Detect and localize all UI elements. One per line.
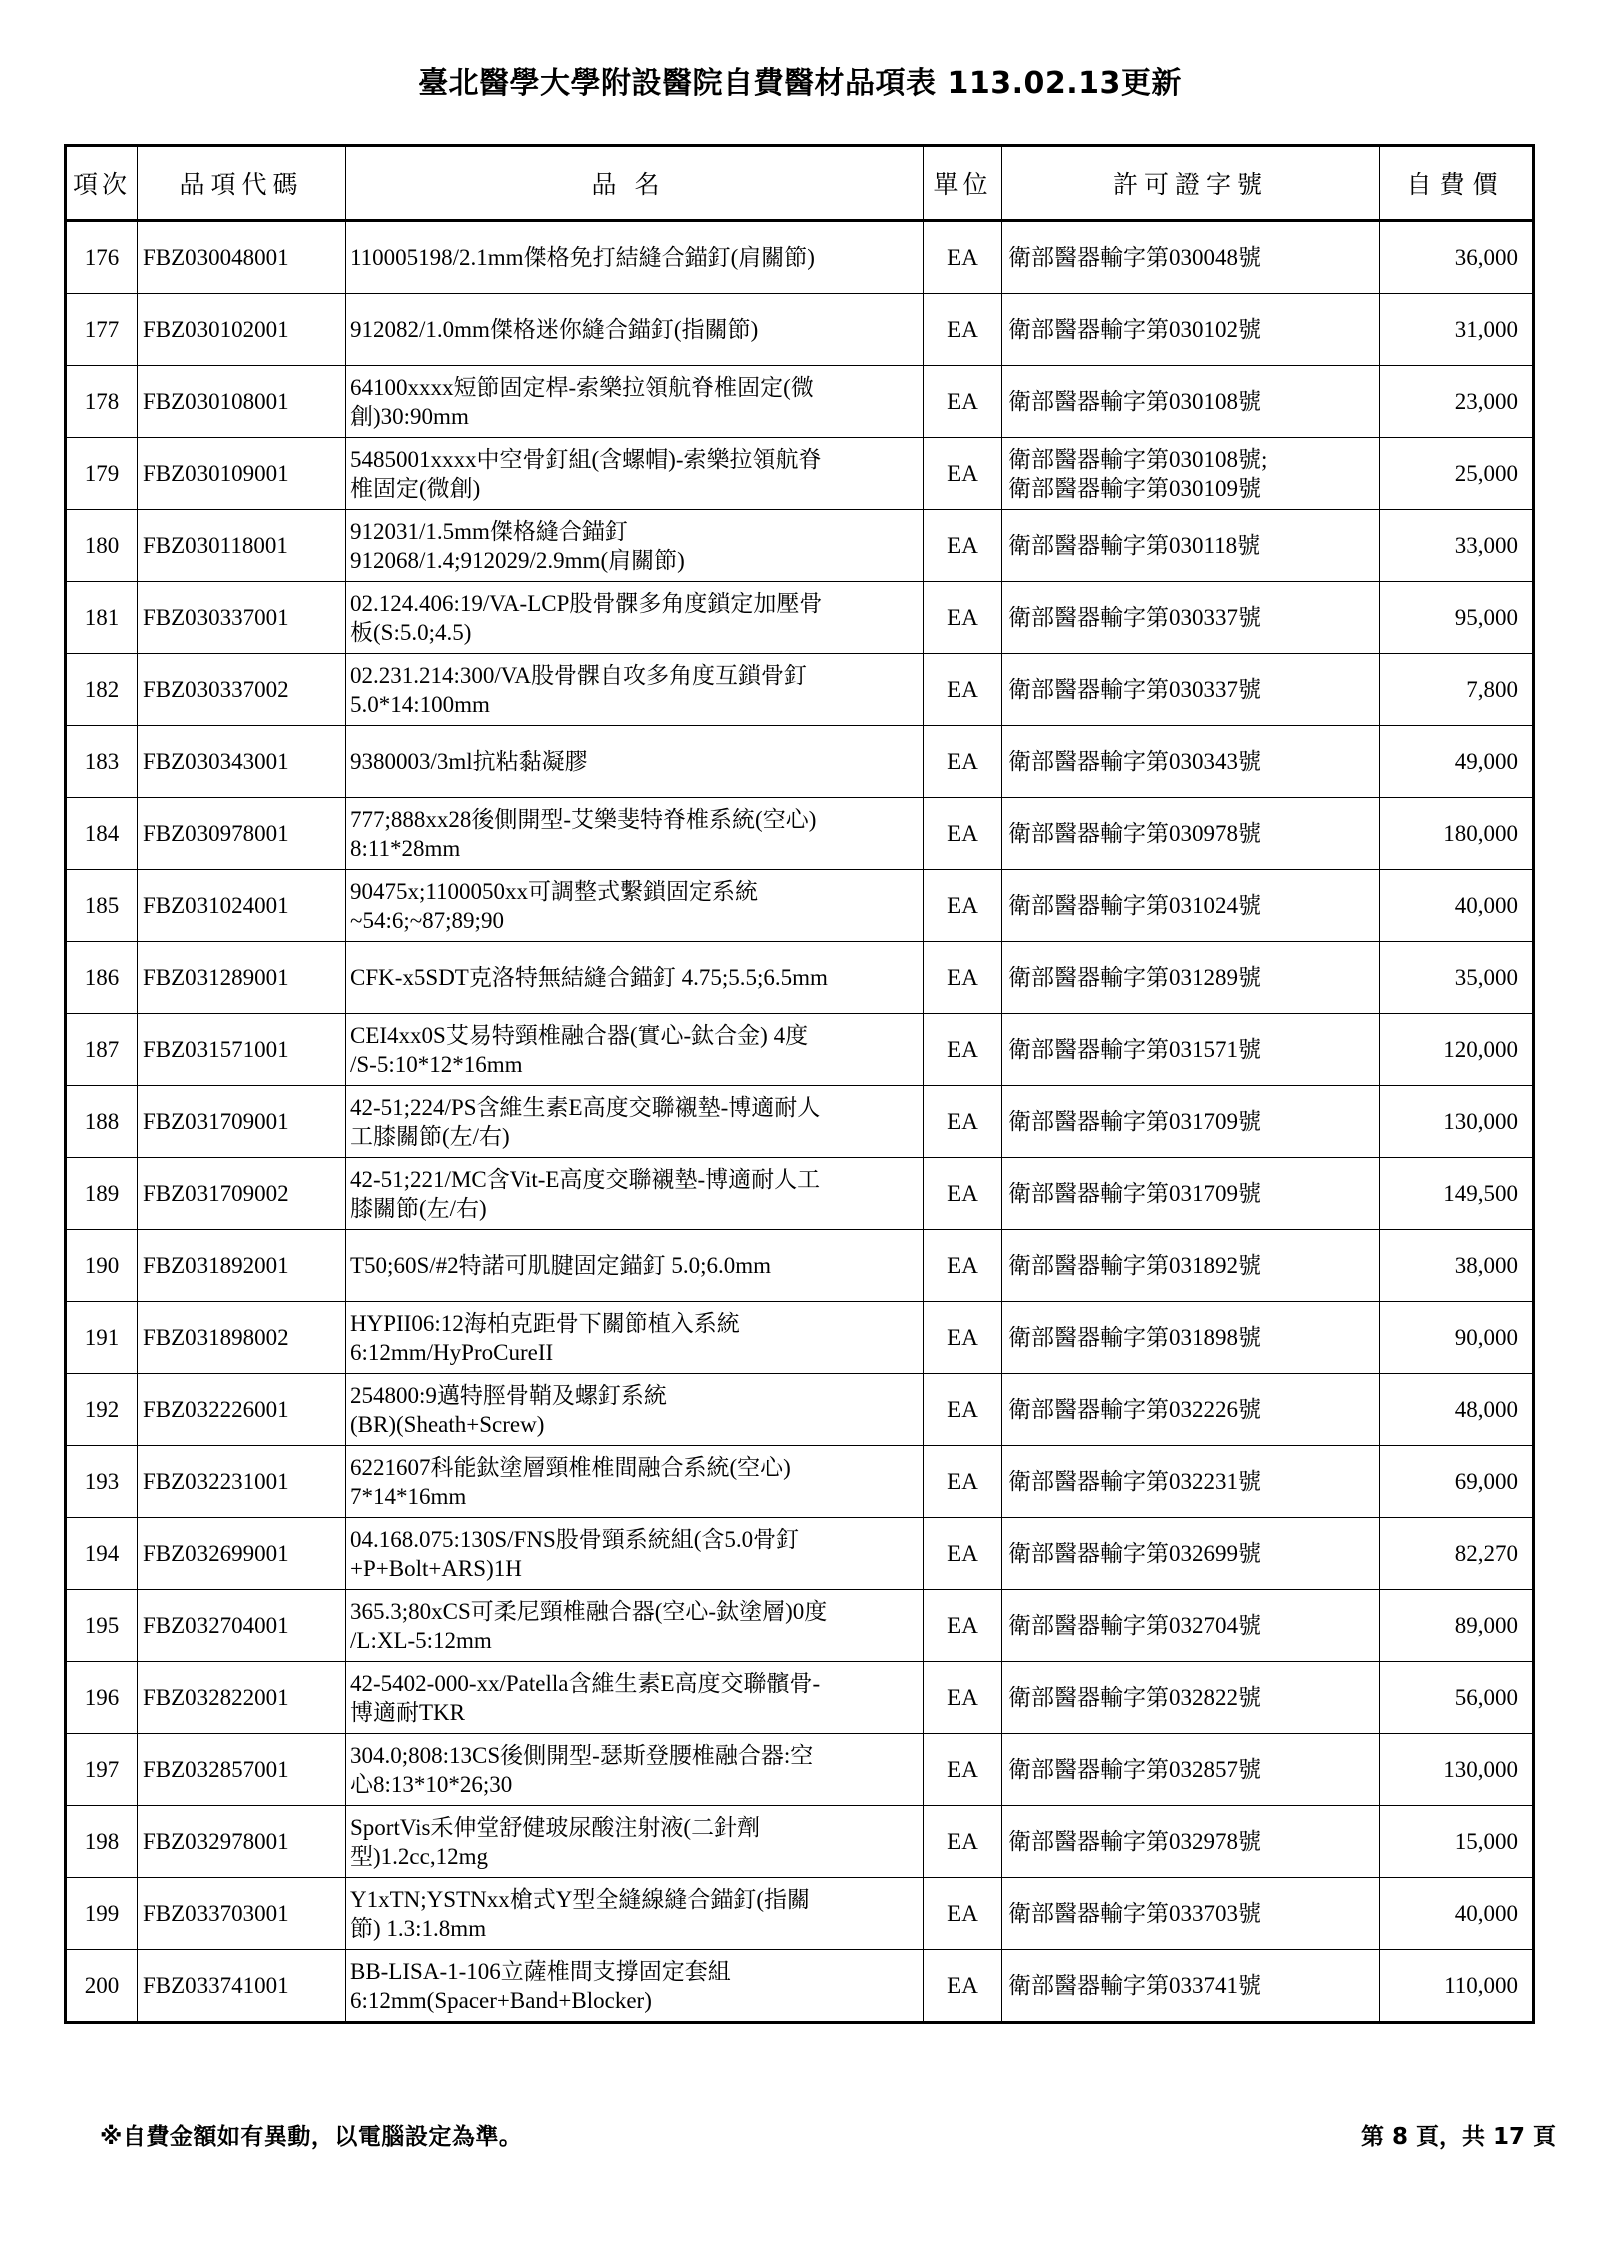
item-name-cell-line: 912031/1.5mm傑格縫合錨釘	[350, 518, 628, 544]
item-name-cell-line: 42-5402-000-xx/Patella含維生素E高度交聯髕骨-	[350, 1670, 821, 1696]
item-name-cell	[346, 1158, 924, 1230]
unit-cell: EA	[924, 1158, 1002, 1230]
page-title: 臺北醫學大學附設醫院自費醫材品項表 113.02.13更新	[418, 66, 1182, 101]
price-cell: 38,000	[1380, 1230, 1534, 1302]
unit-cell: EA	[924, 438, 1002, 510]
table-row	[66, 1446, 1534, 1518]
footer-note: ※自費金額如有異動，以電腦設定為準。	[100, 2124, 523, 2150]
header-item-name: 品名	[346, 146, 924, 221]
item-name-cell	[346, 1086, 924, 1158]
license-number-cell-line: 衛部醫器輸字第031289號	[1008, 965, 1261, 990]
license-number-cell-line: 衛部醫器輸字第030343號	[1008, 749, 1261, 774]
item-number-cell: 196	[66, 1662, 138, 1734]
item-code-cell: FBZ032978001	[138, 1806, 346, 1878]
unit-cell: EA	[924, 1374, 1002, 1446]
unit-cell: EA	[924, 582, 1002, 654]
unit-cell: EA	[924, 1806, 1002, 1878]
item-name-cell-line: /S-5:10*12*16mm	[350, 1051, 523, 1077]
item-name-cell-line: 02.124.406:19/VA-LCP股骨髁多角度鎖定加壓骨	[350, 590, 823, 616]
item-name-cell-line: 6:12mm(Spacer+Band+Blocker)	[350, 1987, 652, 2013]
license-number-cell	[1002, 510, 1380, 582]
item-number-cell: 189	[66, 1158, 138, 1230]
item-code-cell: FBZ030102001	[138, 294, 346, 366]
item-name-cell-line: T50;60S/#2特諾可肌腱固定錨釘 5.0;6.0mm	[350, 1253, 772, 1278]
unit-cell: EA	[924, 798, 1002, 870]
item-code-cell: FBZ032226001	[138, 1374, 346, 1446]
table-row	[66, 870, 1534, 942]
item-name-cell	[346, 1950, 924, 2023]
item-code-cell: FBZ031709001	[138, 1086, 346, 1158]
price-cell: 25,000	[1380, 438, 1534, 510]
item-number-cell: 182	[66, 654, 138, 726]
table-row	[66, 1518, 1534, 1590]
price-cell: 95,000	[1380, 582, 1534, 654]
item-code-cell: FBZ030337002	[138, 654, 346, 726]
unit-cell: EA	[924, 366, 1002, 438]
license-number-cell	[1002, 366, 1380, 438]
price-cell: 33,000	[1380, 510, 1534, 582]
table-row	[66, 1734, 1534, 1806]
item-code-cell: FBZ030343001	[138, 726, 346, 798]
license-number-cell-line: 衛部醫器輸字第032857號	[1008, 1757, 1261, 1782]
header-item-number: 項次	[66, 146, 138, 221]
unit-cell: EA	[924, 1590, 1002, 1662]
item-name-cell	[346, 726, 924, 798]
item-name-cell-line: 42-51;224/PS含維生素E高度交聯襯墊-博適耐人	[350, 1094, 821, 1120]
table-row	[66, 942, 1534, 1014]
license-number-cell	[1002, 1878, 1380, 1950]
price-cell: 56,000	[1380, 1662, 1534, 1734]
item-name-cell-line: BB-LISA-1-106立薩椎間支撐固定套組	[350, 1958, 731, 1984]
license-number-cell-line: 衛部醫器輸字第030337號	[1008, 677, 1261, 702]
item-name-cell-line: 膝關節(左/右)	[350, 1195, 487, 1221]
item-name-cell	[346, 654, 924, 726]
item-name-cell-line: 7*14*16mm	[350, 1483, 467, 1509]
license-number-cell-line: 衛部醫器輸字第032226號	[1008, 1397, 1261, 1422]
item-code-cell: FBZ032704001	[138, 1590, 346, 1662]
table-row	[66, 1230, 1534, 1302]
item-name-cell	[346, 1878, 924, 1950]
item-name-cell	[346, 221, 924, 294]
unit-cell: EA	[924, 1662, 1002, 1734]
item-code-cell: FBZ031898002	[138, 1302, 346, 1374]
item-code-cell: FBZ030108001	[138, 366, 346, 438]
table-row	[66, 1086, 1534, 1158]
table-row	[66, 1014, 1534, 1086]
price-cell: 15,000	[1380, 1806, 1534, 1878]
item-number-cell: 191	[66, 1302, 138, 1374]
price-cell: 23,000	[1380, 366, 1534, 438]
price-cell: 36,000	[1380, 221, 1534, 294]
price-cell: 130,000	[1380, 1734, 1534, 1806]
table-row	[66, 1590, 1534, 1662]
license-number-cell-line: 衛部醫器輸字第031709號	[1008, 1109, 1261, 1134]
price-cell: 48,000	[1380, 1374, 1534, 1446]
unit-cell: EA	[924, 726, 1002, 798]
license-number-cell-line: 衛部醫器輸字第031571號	[1008, 1037, 1261, 1062]
item-name-cell-line: 365.3;80xCS可柔尼頸椎融合器(空心-鈦塗層)0度	[350, 1598, 828, 1624]
price-cell: 40,000	[1380, 870, 1534, 942]
table-row	[66, 1806, 1534, 1878]
item-number-cell: 176	[66, 221, 138, 294]
item-name-cell	[346, 294, 924, 366]
item-number-cell: 188	[66, 1086, 138, 1158]
price-cell: 120,000	[1380, 1014, 1534, 1086]
item-number-cell: 185	[66, 870, 138, 942]
item-name-cell-line: 博適耐TKR	[350, 1699, 465, 1725]
item-name-cell	[346, 1446, 924, 1518]
item-code-cell: FBZ031571001	[138, 1014, 346, 1086]
item-name-cell	[346, 1734, 924, 1806]
item-code-cell: FBZ031892001	[138, 1230, 346, 1302]
unit-cell: EA	[924, 1950, 1002, 2023]
item-code-cell: FBZ032822001	[138, 1662, 346, 1734]
table-row	[66, 1878, 1534, 1950]
item-name-cell-line: 5485001xxxx中空骨釘組(含螺帽)-索樂拉領航脊	[350, 446, 822, 472]
header-item-code: 品項代碼	[138, 146, 346, 221]
item-number-cell: 197	[66, 1734, 138, 1806]
item-code-cell: FBZ030978001	[138, 798, 346, 870]
license-number-cell	[1002, 798, 1380, 870]
license-number-cell-line: 衛部醫器輸字第032822號	[1008, 1685, 1261, 1710]
license-number-cell	[1002, 1590, 1380, 1662]
item-name-cell-line: 8:11*28mm	[350, 835, 461, 861]
item-code-cell: FBZ033741001	[138, 1950, 346, 2023]
license-number-cell	[1002, 654, 1380, 726]
item-name-cell-line: 254800:9邁特脛骨鞘及螺釘系統	[350, 1382, 667, 1408]
item-number-cell: 183	[66, 726, 138, 798]
license-number-cell	[1002, 1230, 1380, 1302]
license-number-cell-line: 衛部醫器輸字第031024號	[1008, 893, 1261, 918]
item-name-cell-line: 02.231.214:300/VA股骨髁自攻多角度互鎖骨釘	[350, 662, 808, 688]
item-name-cell-line: 912068/1.4;912029/2.9mm(肩關節)	[350, 547, 685, 573]
item-name-cell-line: (BR)(Sheath+Screw)	[350, 1411, 545, 1437]
license-number-cell-line: 衛部醫器輸字第031709號	[1008, 1181, 1261, 1206]
item-code-cell: FBZ031709002	[138, 1158, 346, 1230]
price-cell: 31,000	[1380, 294, 1534, 366]
unit-cell: EA	[924, 510, 1002, 582]
item-name-cell-line: 椎固定(微創)	[350, 475, 481, 501]
license-number-cell	[1002, 942, 1380, 1014]
license-number-cell	[1002, 294, 1380, 366]
item-name-cell	[346, 798, 924, 870]
table-row	[66, 438, 1534, 510]
price-cell: 90,000	[1380, 1302, 1534, 1374]
item-number-cell: 177	[66, 294, 138, 366]
item-name-cell-line: 型)1.2cc,12mg	[350, 1843, 488, 1869]
table-row	[66, 1374, 1534, 1446]
item-name-cell	[346, 1374, 924, 1446]
license-number-cell	[1002, 221, 1380, 294]
item-name-cell-line: 6:12mm/HyProCureII	[350, 1339, 554, 1365]
item-name-cell-line: 心8:13*10*26;30	[350, 1771, 513, 1797]
license-number-cell-line: 衛部醫器輸字第030978號	[1008, 821, 1261, 846]
license-number-cell-line: 衛部醫器輸字第032231號	[1008, 1469, 1261, 1494]
item-name-cell-line: 110005198/2.1mm傑格免打結縫合錨釘(肩關節)	[350, 245, 815, 270]
price-cell: 49,000	[1380, 726, 1534, 798]
license-number-cell	[1002, 438, 1380, 510]
license-number-cell-line: 衛部醫器輸字第032704號	[1008, 1613, 1261, 1638]
item-code-cell: FBZ030337001	[138, 582, 346, 654]
item-name-cell-line: SportVis禾伸堂舒健玻尿酸注射液(二針劑	[350, 1814, 761, 1840]
license-number-cell	[1002, 870, 1380, 942]
item-name-cell-line: HYPII06:12海柏克距骨下關節植入系統	[350, 1310, 740, 1336]
item-name-cell-line: 64100xxxx短節固定桿-索樂拉領航脊椎固定(微	[350, 374, 814, 400]
item-number-cell: 178	[66, 366, 138, 438]
item-name-cell-line: 777;888xx28後側開型-艾樂斐特脊椎系統(空心)	[350, 806, 817, 832]
unit-cell: EA	[924, 1086, 1002, 1158]
item-number-cell: 192	[66, 1374, 138, 1446]
item-code-cell: FBZ030109001	[138, 438, 346, 510]
item-number-cell: 193	[66, 1446, 138, 1518]
unit-cell: EA	[924, 870, 1002, 942]
table-row	[66, 510, 1534, 582]
unit-cell: EA	[924, 221, 1002, 294]
item-code-cell: FBZ032231001	[138, 1446, 346, 1518]
item-name-cell	[346, 942, 924, 1014]
license-number-cell	[1002, 1158, 1380, 1230]
item-name-cell	[346, 366, 924, 438]
item-name-cell-line: 工膝關節(左/右)	[350, 1123, 510, 1149]
table-row	[66, 221, 1534, 294]
item-name-cell	[346, 1014, 924, 1086]
license-number-cell-line: 衛部醫器輸字第030048號	[1008, 245, 1261, 270]
item-name-cell	[346, 870, 924, 942]
item-name-cell-line: 6221607科能鈦塗層頸椎椎間融合系統(空心)	[350, 1454, 791, 1480]
license-number-cell	[1002, 1014, 1380, 1086]
license-number-cell	[1002, 1806, 1380, 1878]
item-name-cell-line: 板(S:5.0;4.5)	[350, 619, 472, 645]
item-name-cell-line: 9380003/3ml抗粘黏凝膠	[350, 749, 588, 774]
item-number-cell: 190	[66, 1230, 138, 1302]
license-number-cell	[1002, 1518, 1380, 1590]
license-number-cell	[1002, 1446, 1380, 1518]
table-row	[66, 798, 1534, 870]
unit-cell: EA	[924, 1014, 1002, 1086]
item-name-cell-line: ~54:6;~87;89;90	[350, 907, 504, 933]
license-number-cell	[1002, 1086, 1380, 1158]
item-name-cell-line: /L:XL-5:12mm	[350, 1627, 492, 1653]
unit-cell: EA	[924, 1446, 1002, 1518]
item-name-cell-line: CFK-x5SDT克洛特無結縫合錨釘 4.75;5.5;6.5mm	[350, 965, 828, 990]
item-name-cell	[346, 1230, 924, 1302]
table-row	[66, 654, 1534, 726]
item-number-cell: 200	[66, 1950, 138, 2023]
item-number-cell: 186	[66, 942, 138, 1014]
license-number-cell	[1002, 1950, 1380, 2023]
table-row	[66, 294, 1534, 366]
item-name-cell-line: Y1xTN;YSTNxx槍式Y型全縫線縫合錨釘(指關	[350, 1886, 810, 1912]
item-code-cell: FBZ032857001	[138, 1734, 346, 1806]
unit-cell: EA	[924, 1878, 1002, 1950]
table-row	[66, 1302, 1534, 1374]
price-cell: 130,000	[1380, 1086, 1534, 1158]
header-self-pay-price: 自費價	[1380, 146, 1534, 221]
license-number-cell-line: 衛部醫器輸字第033703號	[1008, 1901, 1261, 1926]
item-name-cell	[346, 1302, 924, 1374]
item-name-cell	[346, 1518, 924, 1590]
price-cell: 89,000	[1380, 1590, 1534, 1662]
price-cell: 82,270	[1380, 1518, 1534, 1590]
item-number-cell: 181	[66, 582, 138, 654]
item-code-cell: FBZ033703001	[138, 1878, 346, 1950]
license-number-cell-line: 衛部醫器輸字第032699號	[1008, 1541, 1261, 1566]
item-code-cell: FBZ030048001	[138, 221, 346, 294]
item-code-cell: FBZ031289001	[138, 942, 346, 1014]
table-row	[66, 366, 1534, 438]
item-name-cell	[346, 582, 924, 654]
table-row	[66, 726, 1534, 798]
price-cell: 180,000	[1380, 798, 1534, 870]
license-number-cell-line: 衛部醫器輸字第030118號	[1008, 533, 1261, 558]
license-number-cell	[1002, 1374, 1380, 1446]
unit-cell: EA	[924, 294, 1002, 366]
license-number-cell	[1002, 1302, 1380, 1374]
item-name-cell-line: 創)30:90mm	[350, 403, 469, 429]
unit-cell: EA	[924, 1302, 1002, 1374]
item-number-cell: 195	[66, 1590, 138, 1662]
item-name-cell-line: 42-51;221/MC含Vit-E高度交聯襯墊-博適耐人工	[350, 1166, 821, 1192]
item-number-cell: 198	[66, 1806, 138, 1878]
price-cell: 7,800	[1380, 654, 1534, 726]
price-cell: 69,000	[1380, 1446, 1534, 1518]
item-code-cell: FBZ031024001	[138, 870, 346, 942]
item-name-cell-line: CEI4xx0S艾易特頸椎融合器(實心-鈦合金) 4度	[350, 1022, 809, 1048]
header-unit: 單位	[924, 146, 1002, 221]
price-cell: 35,000	[1380, 942, 1534, 1014]
license-number-cell-line: 衛部醫器輸字第032978號	[1008, 1829, 1261, 1854]
price-table	[64, 144, 1535, 2024]
license-number-cell-line: 衛部醫器輸字第033741號	[1008, 1973, 1261, 1998]
price-cell: 149,500	[1380, 1158, 1534, 1230]
item-code-cell: FBZ030118001	[138, 510, 346, 582]
item-number-cell: 179	[66, 438, 138, 510]
price-cell: 40,000	[1380, 1878, 1534, 1950]
item-name-cell	[346, 1806, 924, 1878]
unit-cell: EA	[924, 654, 1002, 726]
license-number-cell-line: 衛部醫器輸字第030337號	[1008, 605, 1261, 630]
table-row	[66, 1662, 1534, 1734]
unit-cell: EA	[924, 1230, 1002, 1302]
item-code-cell: FBZ032699001	[138, 1518, 346, 1590]
item-number-cell: 184	[66, 798, 138, 870]
price-cell: 110,000	[1380, 1950, 1534, 2023]
table-row	[66, 1158, 1534, 1230]
license-number-cell	[1002, 726, 1380, 798]
license-number-cell-line: 衛部醫器輸字第030102號	[1008, 317, 1261, 342]
item-name-cell-line: 5.0*14:100mm	[350, 691, 490, 717]
item-name-cell-line: 90475x;1100050xx可調整式繫鎖固定系統	[350, 878, 759, 904]
item-name-cell	[346, 510, 924, 582]
item-number-cell: 187	[66, 1014, 138, 1086]
unit-cell: EA	[924, 1734, 1002, 1806]
unit-cell: EA	[924, 1518, 1002, 1590]
license-number-cell-line: 衛部醫器輸字第030109號	[1008, 475, 1261, 501]
license-number-cell-line: 衛部醫器輸字第030108號	[1008, 389, 1261, 414]
license-number-cell	[1002, 582, 1380, 654]
license-number-cell-line: 衛部醫器輸字第031892號	[1008, 1253, 1261, 1278]
item-name-cell-line: 304.0;808:13CS後側開型-瑟斯登腰椎融合器:空	[350, 1742, 814, 1768]
page-number: 第 8 頁，共 17 頁	[1360, 2124, 1556, 2150]
license-number-cell-line: 衛部醫器輸字第031898號	[1008, 1325, 1261, 1350]
table-row	[66, 582, 1534, 654]
item-name-cell-line: 節) 1.3:1.8mm	[350, 1915, 487, 1941]
item-name-cell-line: +P+Bolt+ARS)1H	[350, 1555, 522, 1581]
item-name-cell	[346, 438, 924, 510]
license-number-cell	[1002, 1662, 1380, 1734]
item-name-cell-line: 912082/1.0mm傑格迷你縫合錨釘(指關節)	[350, 317, 759, 342]
item-number-cell: 199	[66, 1878, 138, 1950]
license-number-cell-line: 衛部醫器輸字第030108號;	[1008, 446, 1268, 472]
item-number-cell: 194	[66, 1518, 138, 1590]
header-license-number: 許可證字號	[1002, 146, 1380, 221]
unit-cell: EA	[924, 942, 1002, 1014]
table-body	[66, 221, 1534, 2023]
item-number-cell: 180	[66, 510, 138, 582]
table-row	[66, 1950, 1534, 2023]
item-name-cell	[346, 1590, 924, 1662]
license-number-cell	[1002, 1734, 1380, 1806]
table-header-row	[66, 146, 1534, 221]
item-name-cell	[346, 1662, 924, 1734]
item-name-cell-line: 04.168.075:130S/FNS股骨頸系統組(含5.0骨釘	[350, 1526, 800, 1552]
